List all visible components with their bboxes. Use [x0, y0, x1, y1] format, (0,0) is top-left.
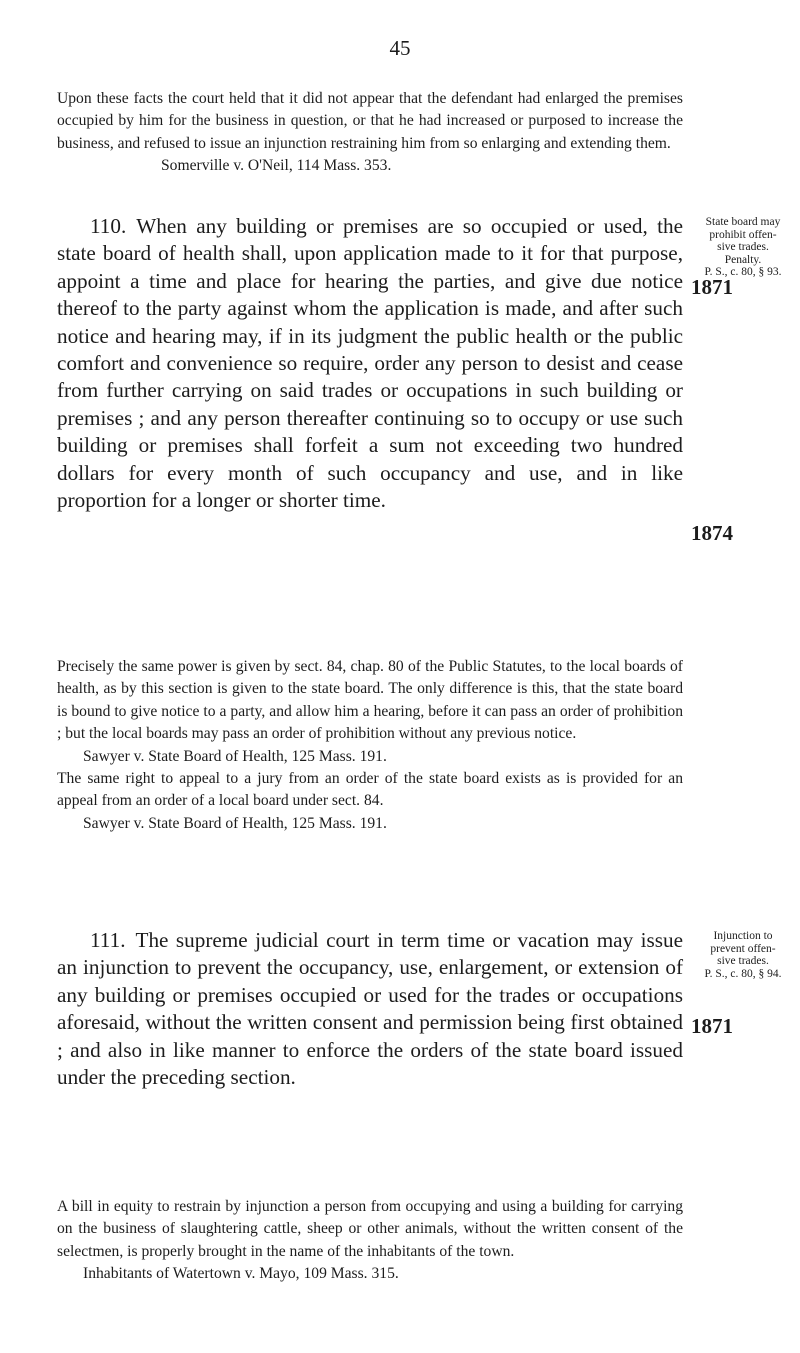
margin-line: Injunction to: [713, 930, 773, 942]
margin-year-1871: 1871: [691, 275, 733, 299]
section-110-text: When any building or premises are so occupied or used, the state board of health shall, upon application made to it for that purpose, appoint a time and place for hearing the parties, and give due notice thereof to the party against whom the application is made, and after such notice and hearing may, if in its judgment the public health or the public comfort and convenience so require, order any person to desist and cease from further carrying on said trades or occupations in such building or premises ; and any person thereafter continuing so to occupy or use such building or premises shall forfeit a sum not exceeding two hundred dollars for every month of such occupancy and use, and in like proportion for a longer or shorter time.: [57, 214, 683, 513]
intro-citation: Somerville v. O'Neil, 114 Mass. 353.: [161, 157, 392, 175]
note-110-para1: Precisely the same power is given by sect. 84, chap. 80 of the Public Statutes, to the local boards of health, as by this section is given to the state board. The only difference is this, that the state board is bound to give notice to a party, and allow him a hearing, before it can pass an order of prohibition ; but the local boards may pass an order of prohibition without any previous notice.: [57, 658, 683, 743]
note-110-para2: The same right to appeal to a jury from an order of the state board exists as is provided for an appeal from an order of a local board under sect. 84.: [57, 770, 683, 810]
intro-paragraph: [57, 88, 683, 178]
note-111-citation1: Inhabitants of Watertown v. Mayo, 109 Mass. 315.: [83, 1265, 399, 1283]
note-110: [57, 656, 683, 835]
margin-year-1874: 1874: [691, 521, 733, 545]
note-111-para1: A bill in equity to restrain by injunction a person from occupying and using a building for carrying on the business of slaughtering cattle, sheep or other animals, without the written consent of the selectmen, is properly brought in the name of the inhabitants of the town.: [57, 1198, 683, 1260]
margin-line: Penalty.: [724, 253, 762, 266]
margin-line: State board may: [705, 216, 781, 228]
margin-line: prohibit offen-: [709, 228, 777, 241]
page-number: 45: [389, 36, 411, 60]
note-110-citation2: Sawyer v. State Board of Health, 125 Mass. 191.: [83, 814, 387, 832]
note-110-citation1: Sawyer v. State Board of Health, 125 Mass. 191.: [83, 747, 387, 765]
section-111-text: The supreme judicial court in term time or vacation may issue an injunction to prevent the occupancy, use, enlargement, or extension of any building or premises occupied or used for the trades or occupations aforesaid, without the written consent and permission being first obtained ; and also in like manner to enforce the orders of the state board issued under the preceding section.: [57, 928, 683, 1090]
section-110-number: 110.: [90, 214, 127, 238]
margin-line: prevent offen-: [710, 942, 776, 955]
margin-year-1871: 1871: [691, 1014, 733, 1038]
section-111: [57, 927, 683, 1091]
section-110: [57, 213, 683, 514]
note-111: [57, 1196, 683, 1286]
section-111-number: 111.: [90, 928, 126, 952]
margin-line: P. S., c. 80, § 94.: [704, 967, 782, 980]
section-111-margin-note: [691, 930, 795, 980]
margin-line: sive trades.: [717, 955, 769, 967]
margin-line: sive trades.: [717, 241, 769, 253]
intro-text: Upon these facts the court held that it did not appear that the defendant had enlarged the premises occupied by him for the business in question, or that he had increased or purposed to increase the business, and refused to issue an injunction restraining him from so enlarging and extending them.: [57, 90, 683, 152]
margin-line: P. S., c. 80, § 93.: [704, 266, 782, 278]
section-110-margin-note: [691, 216, 795, 279]
